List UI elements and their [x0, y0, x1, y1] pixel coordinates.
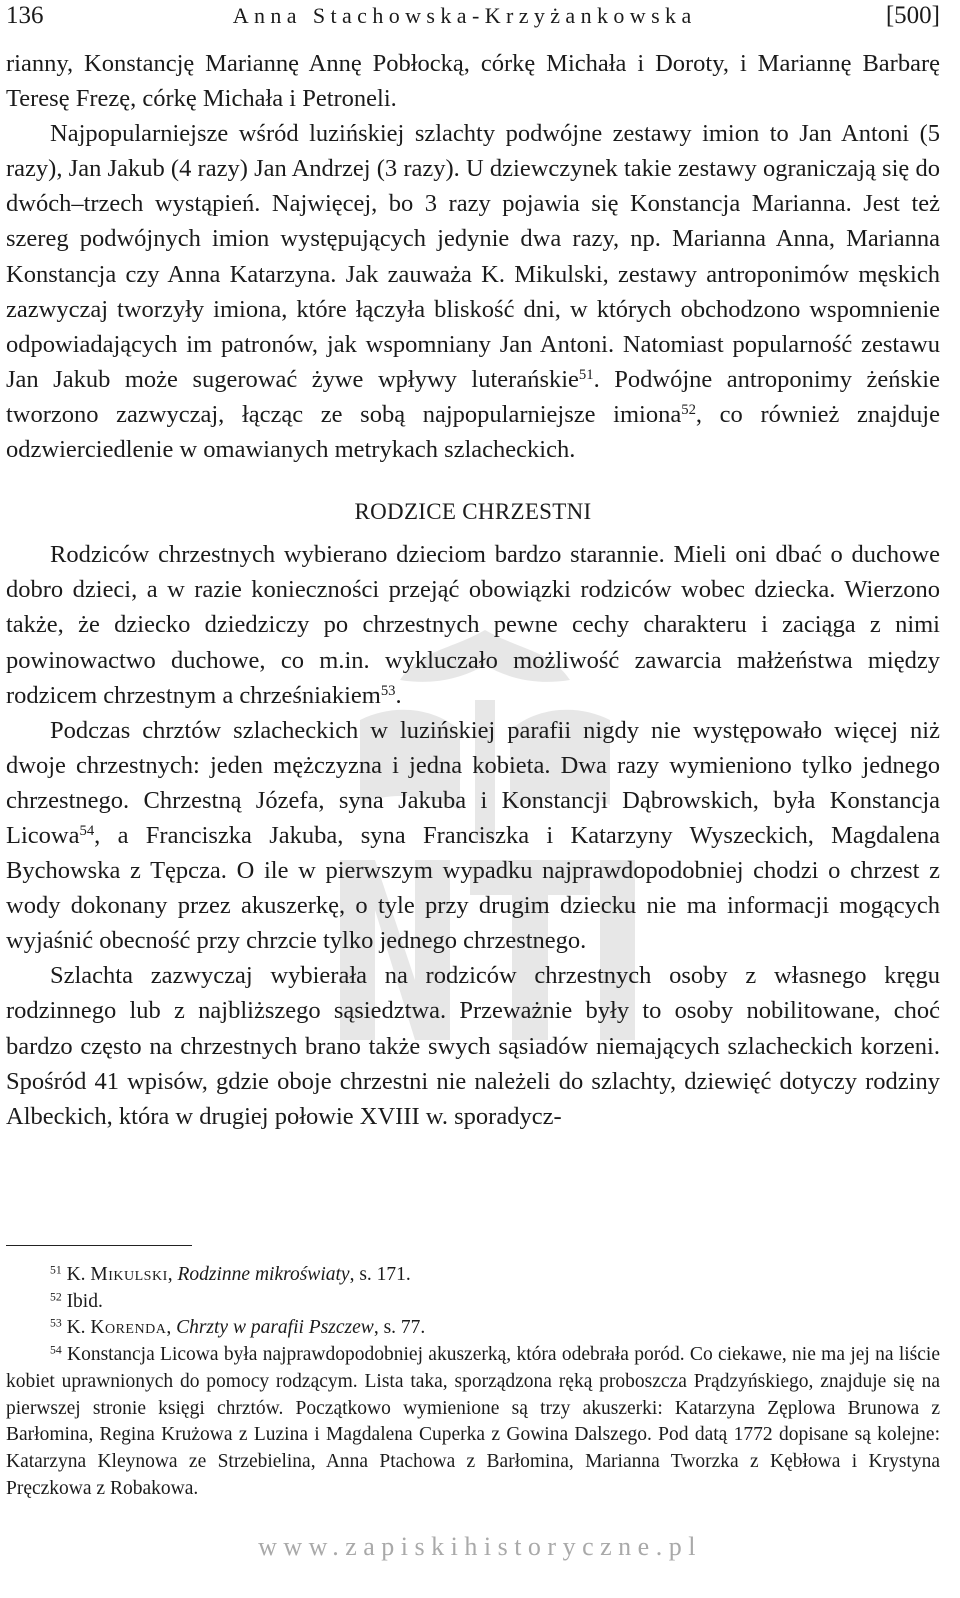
paragraph-text: , co również znajduje odzwierciedlenie w omawianych metrykach szlacheckich. — [6, 400, 940, 464]
footnote-ref[interactable]: 51 — [578, 366, 594, 383]
footnote-divider — [6, 1245, 192, 1246]
main-text — [6, 46, 940, 1134]
footnote-ref[interactable]: 54 — [79, 822, 95, 839]
footnote-number: 52 — [50, 1290, 62, 1304]
paragraph-continued: rianny, Konstancję Mariannę Annę Pobłocką, córkę Michała i Doroty, i Mariannę Barbarę Teresę Frezę, córkę Michała i Petroneli. — [6, 50, 940, 113]
footnote-separator: , — [166, 1317, 177, 1339]
footnote-author-initial: K. — [66, 1317, 91, 1339]
footnote-pages: , s. 77. — [373, 1317, 426, 1339]
footnote-text: Ibid. — [66, 1290, 103, 1312]
paragraph-text: . Podwójne antroponimy żeńskie tworzono zazwyczaj, łącząc ze sobą najpopularniejsze imiona — [6, 365, 940, 428]
footnote-title: Chrzty w parafii Pszczew — [176, 1317, 374, 1339]
section-heading: RODZICE CHRZESTNI — [354, 499, 592, 525]
footnote-54 — [6, 1342, 940, 1502]
paragraph-text: Podczas chrztów szlacheckich w luzińskiej parafii nigdy nie występowało więcej niż dwoje chrzestnych: jeden mężczyzna i jedna kobieta. Dwa razy wymieniono tylko jednego chrzestnego. Chrzestną Józefa, syna Jakuba i Konstancji Dąbrowskich, była Konstancja Licowa — [6, 716, 940, 849]
footnote-number: 53 — [50, 1316, 62, 1330]
footnote-pages: , s. 171. — [349, 1264, 411, 1285]
footnote-51 — [6, 1262, 940, 1289]
footnote-ref[interactable]: 53 — [380, 682, 396, 699]
page-number: 136 — [6, 2, 44, 29]
footnote-author: Mikulski — [90, 1264, 168, 1285]
footer-url[interactable]: www.zapiskihistoryczne.pl — [258, 1532, 702, 1561]
footnote-number: 51 — [50, 1263, 62, 1277]
footnote-53 — [6, 1315, 940, 1342]
paragraph — [6, 116, 940, 467]
footnote-text: Konstancja Licowa była najprawdopodobniej akuszerką, która odebrała poród. Co ciekawe, nie ma jej na liście kobiet uprawnionych do pomocy rodzącym. Lista taka, sporządzona ręką proboszcza Prądzyńskiego, znajduje się na pierwszej stronie księgi chrztów. Początkowo wymienione są trzy akuszerki: Katarzyna Zęplowa Brunowa z Barłomina, Regina Krużowa z Luzina i Magdalena Cuperka z Gowina Dalszego. Pod datą 1772 dopisane są kolejne: Katarzyna Kleynowa ze Strzebielina, Anna Ptachowa z Barłomina, Marianna Tworzka z Kębłowa i Krystyna Pręczkowa z Robakowa. — [6, 1344, 940, 1499]
running-head-author: Anna Stachowska-Krzyżankowska — [232, 3, 697, 28]
footnote-52 — [6, 1289, 940, 1316]
paragraph — [6, 713, 940, 959]
footnote-ref[interactable]: 52 — [681, 401, 696, 418]
paragraph-text: Najpopularniejsze wśród luzińskiej szlachty podwójne zestawy imion to Jan Antoni (5 razy), Jan Jakub (4 razy) Jan Andrzej (3 razy). U dziewczynek takie zestawy ograniczają się do dwóch–trzech wystąpień. Najwięcej, bo 3 razy pojawia się Konstancja Marianna. Jest też szereg podwójnych imion występujących jedynie dwa razy, np. Marianna Anna, Marianna Konstancja czy Anna Katarzyna. Jak zauważa K. Mikulski, zestawy antroponimów męskich zazwyczaj tworzyły imiona, które łączyła bliskość dni, w których obchodzono wspomnienie odpowiadających im patronów, jak wspomniany Jan Antoni. Natomiast popularność zestawu Jan Jakub może sugerować żywe wpływy luterańskie — [6, 120, 940, 393]
footnote-title: Rodzinne mikroświaty — [177, 1264, 350, 1285]
paragraph-text: . — [395, 681, 402, 709]
footnote-number: 54 — [50, 1343, 62, 1357]
paragraph-text: , a Franciszka Jakuba, syna Franciszka i Katarzyny Wyszeckich, Magdalena Bychowska z Tępcza. O ile w pierwszym wypadku najprawdopodobniej chodzi o chrzest z wody dokonany przez akuszerkę, o tyle przy drugim dziecku nie ma informacji mogących wyjaśnić obecność przy chrzcie tylko jednego chrzestnego. — [6, 821, 940, 955]
footnote-author-initial: K. — [66, 1264, 91, 1285]
paragraph — [6, 537, 940, 712]
footnotes — [6, 1262, 940, 1502]
footnote-separator: , — [167, 1264, 178, 1285]
footnote-author: Korenda — [90, 1317, 167, 1339]
paragraph: Szlachta zazwyczaj wybierała na rodziców chrzestnych osoby z własnego kręgu rodzinnego lub z najbliższego sąsiedztwa. Przeważnie były to osoby nobilitowane, choć bardzo często na chrzestnych brano także swych sąsiadów niemających szlacheckich korzeni. Spośród 41 wpisów, gdzie oboje chrzestni nie należeli do szlachty, dziewięć dotyczy rodziny Albeckich, która w drugiej połowie XVIII w. sporadycz- — [6, 962, 940, 1130]
page-header — [6, 2, 940, 32]
paragraph-text: Rodziców chrzestnych wybierano dzieciom bardzo starannie. Mieli oni dbać o duchowe dobro dzieci, a w razie konieczności przejąć obowiązki rodziców wobec dziecka. Wierzono także, że dziecko dziedziczy po chrzestnych pewne cechy charakteru i zaciąga z nimi powinowactwo duchowe, co m.in. wykluczało możliwość zawarcia małżeństwa między rodzicem chrzestnym a chrześniakiem — [6, 541, 940, 709]
volume-page-number: [500] — [885, 2, 940, 29]
